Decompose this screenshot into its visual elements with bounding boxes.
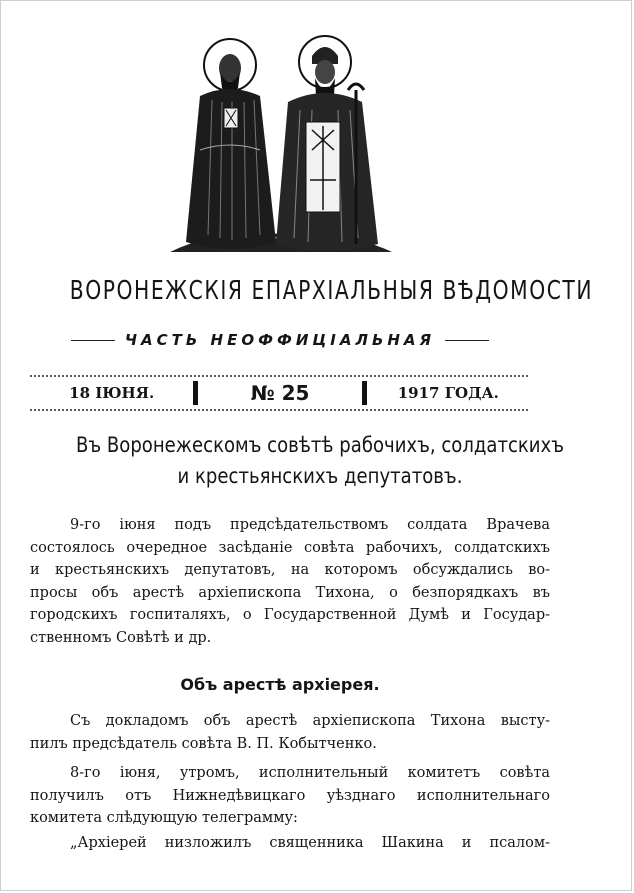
text-line: Съ докладомъ объ арестѣ архіепископа Тихона высту-	[70, 713, 550, 729]
text-line: комитета слѣдующую телеграмму:	[30, 810, 298, 826]
text-line: пилъ предсѣдатель совѣта В. П. Кобытченко.	[30, 735, 377, 752]
text-line: и крестьянскихъ депутатовъ, на которомъ обсуждались во-	[30, 562, 550, 578]
article-headline	[62, 430, 578, 492]
text-line: состоялось очередное засѣданіе совѣта рабочихъ, солдатскихъ	[30, 539, 550, 556]
saints-emblem	[160, 30, 400, 262]
masthead-subtitle-row	[70, 331, 490, 349]
headline-line: Въ Воронежескомъ совѣтѣ рабочихъ, солдатскихъ	[76, 433, 564, 457]
headline-line: и крестьянскихъ депутатовъ.	[177, 464, 463, 488]
text-line: „Архіерей низложилъ священника Шакина и псалом-	[70, 835, 550, 851]
issue-number: № 25	[250, 381, 310, 405]
text-line: получилъ отъ Нижнедѣвицкаго уѣзднаго исполнительнаго	[30, 787, 550, 804]
bottom-rule	[30, 408, 530, 412]
paragraph-2	[30, 710, 550, 755]
paragraph-3	[30, 762, 550, 830]
paragraph-4	[30, 832, 550, 855]
right-dash	[445, 340, 489, 341]
top-rule	[30, 374, 530, 378]
text-line: городскихъ госпиталяхъ, о Государственной Думѣ и Государ-	[30, 607, 550, 623]
issue-year: 1917 ГОДА.	[397, 384, 499, 402]
issue-bar	[30, 380, 530, 406]
masthead-subtitle: ЧАСТЬ НЕОФФИЦІАЛЬНАЯ	[124, 331, 436, 349]
text-line: 8-го іюня, утромъ, исполнительный комитетъ совѣта	[70, 765, 550, 781]
text-line: 9-го іюня подъ предсѣдательствомъ солдата Врачева	[70, 517, 550, 533]
left-dash	[71, 340, 115, 341]
masthead-title: ВОРОНЕЖСКІЯ ЕПАРХІАЛЬНЫЯ ВѢДОМОСТИ	[69, 276, 594, 306]
text-line: просы объ арестѣ архіепископа Тихона, о безпорядкахъ въ	[30, 584, 550, 601]
section-title: Объ арестѣ архіерея.	[180, 675, 380, 694]
text-line: ственномъ Совѣтѣ и др.	[30, 629, 212, 646]
paragraph-1	[30, 514, 550, 649]
issue-date: 18 ІЮНЯ.	[69, 384, 155, 402]
